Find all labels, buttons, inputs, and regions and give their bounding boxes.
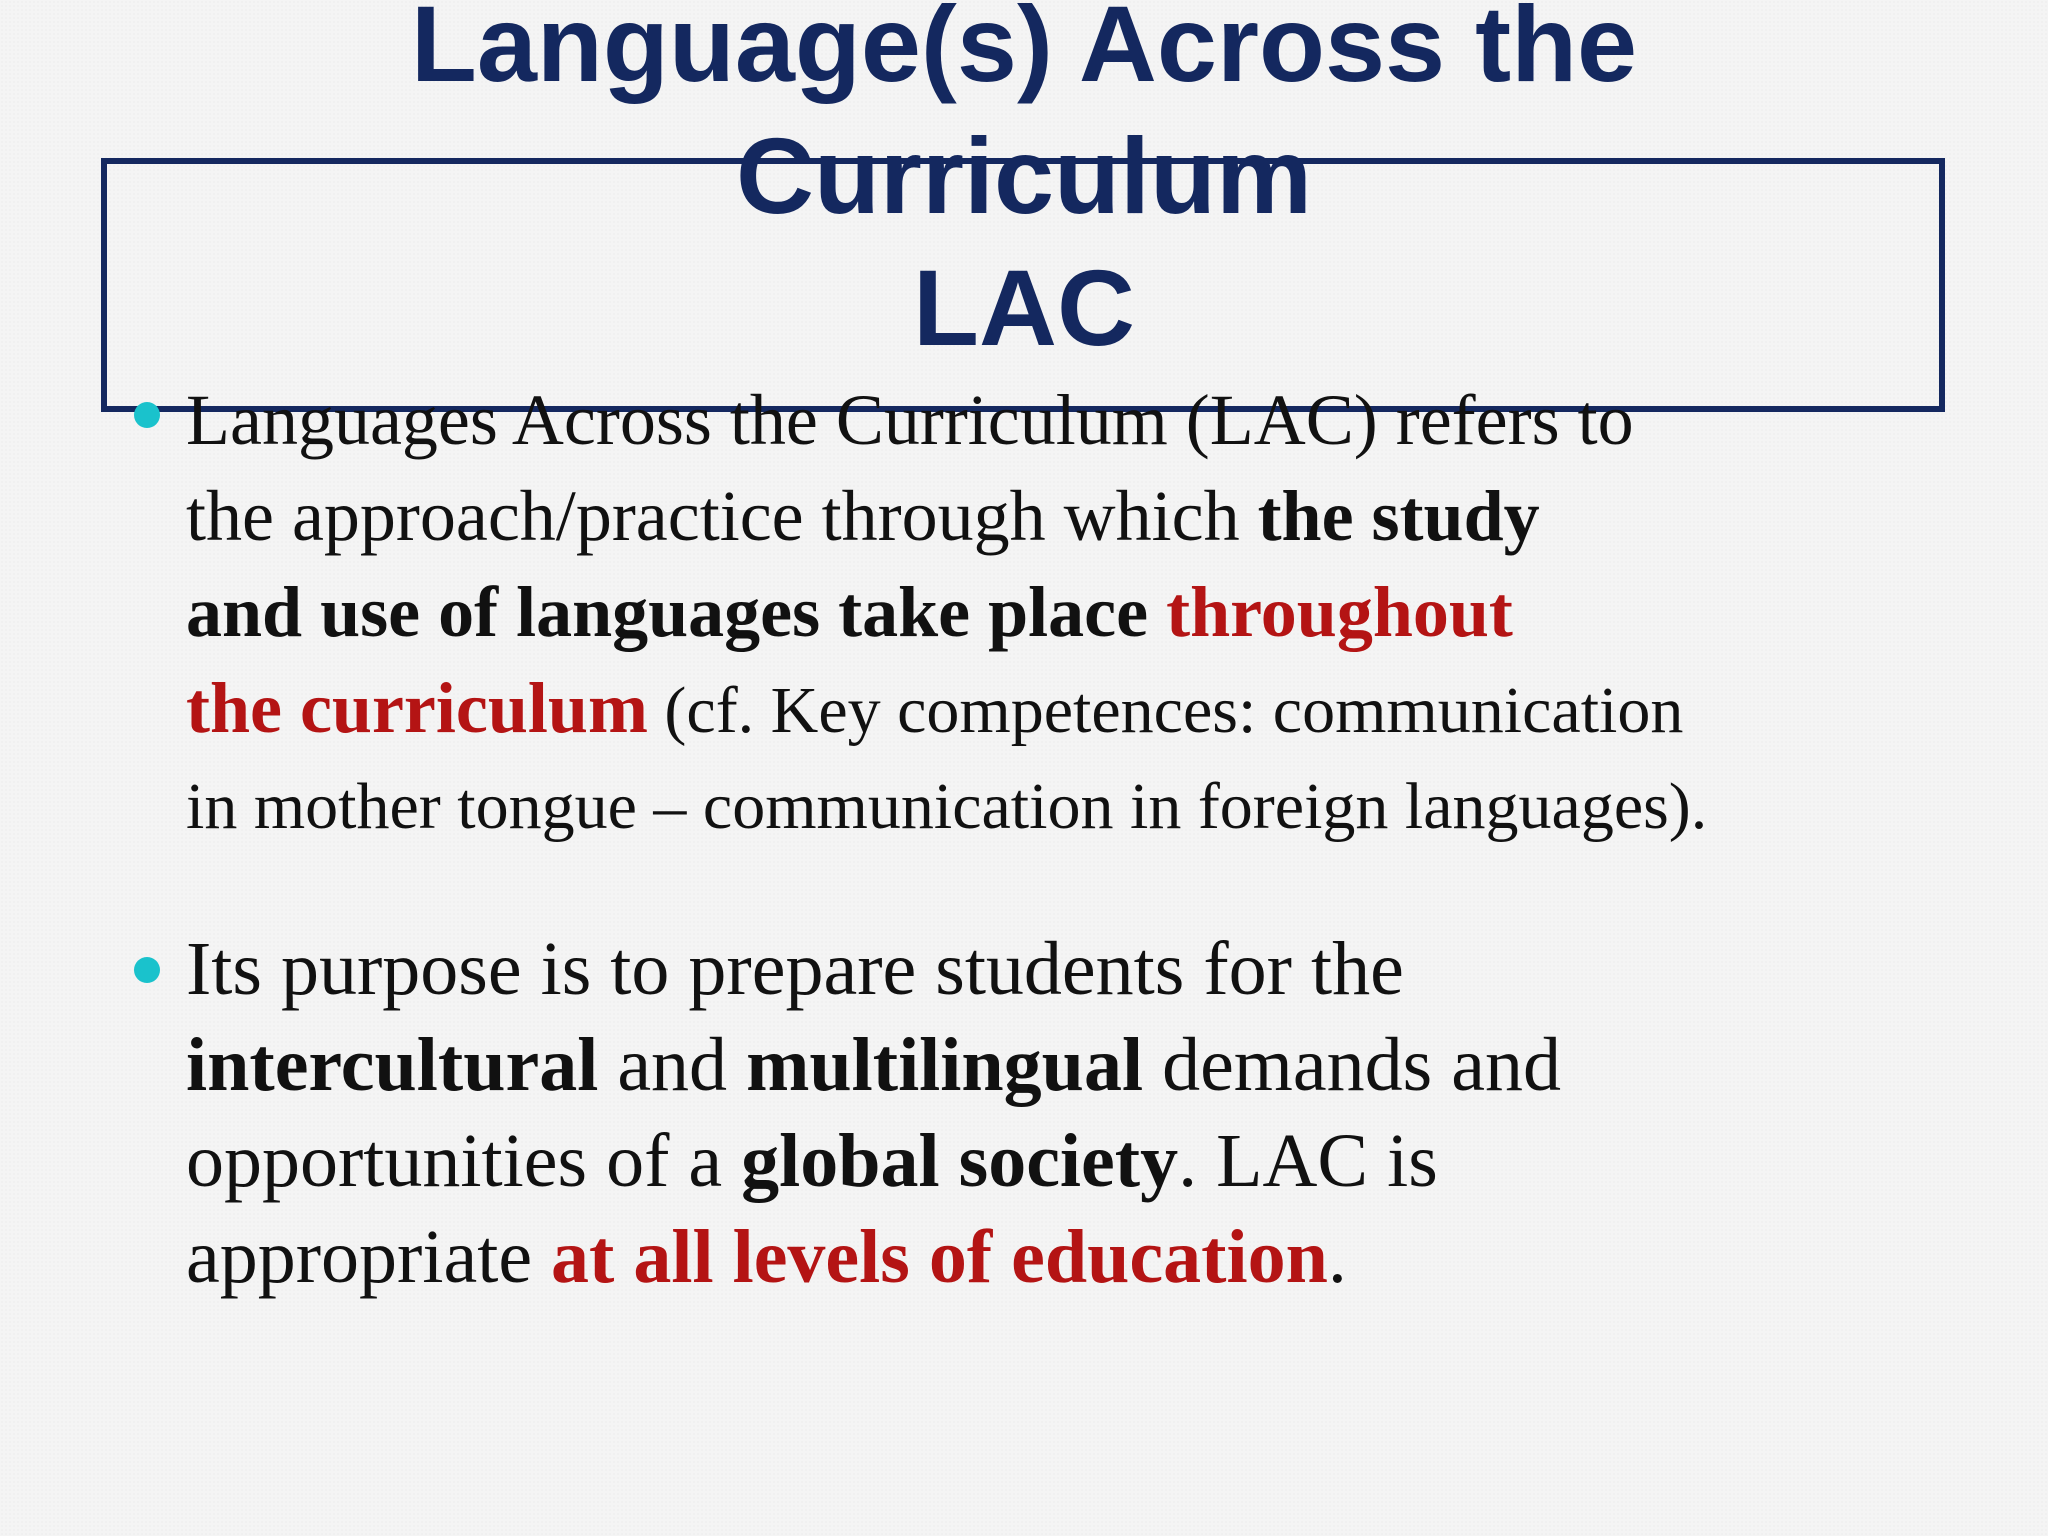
text-line <box>186 1113 1976 1209</box>
title-line: Curriculum <box>735 115 1313 236</box>
text-line <box>186 921 1976 1017</box>
bold-text: and use of languages take place <box>186 572 1167 652</box>
title-line: LAC <box>913 247 1135 368</box>
bullet-dot-icon <box>134 957 160 983</box>
bold-text: intercultural <box>186 1023 599 1107</box>
text-run: in mother tongue – communication in foreign languages). <box>186 770 1708 843</box>
bullet-item-definition <box>186 372 1976 855</box>
highlight-text: the curriculum <box>186 668 648 748</box>
bullet-list <box>186 372 1976 1305</box>
text-line <box>186 468 1976 564</box>
text-line <box>186 564 1976 660</box>
text-run: Languages Across the Curriculum (LAC) refers to <box>186 380 1634 460</box>
text-line <box>186 660 1976 759</box>
text-line <box>186 1017 1976 1113</box>
title-line: Language(s) Across the <box>410 0 1638 104</box>
text-run: . LAC is <box>1178 1119 1438 1203</box>
text-run: and <box>598 1023 747 1107</box>
text-line <box>186 759 1976 855</box>
bold-text: global society <box>741 1119 1179 1203</box>
text-line <box>186 372 1976 468</box>
text-run: opportunities of a <box>186 1119 742 1203</box>
text-run: Its purpose is to prepare students for the <box>186 927 1404 1011</box>
bold-text: multilingual <box>746 1023 1144 1107</box>
highlight-text: throughout <box>1166 572 1513 652</box>
text-run: (cf. Key competences: communication <box>647 674 1684 747</box>
bullet-dot-icon <box>134 402 160 428</box>
highlight-text: at all levels of education <box>551 1215 1328 1299</box>
bullet-item-purpose <box>186 921 1976 1305</box>
text-line <box>186 1209 1976 1305</box>
text-run: appropriate <box>186 1215 552 1299</box>
text-run: . <box>1327 1215 1347 1299</box>
bold-text: the study <box>1257 476 1540 556</box>
text-run: the approach/practice through which <box>186 476 1258 556</box>
slide-title <box>0 0 2048 374</box>
text-run: demands and <box>1143 1023 1561 1107</box>
